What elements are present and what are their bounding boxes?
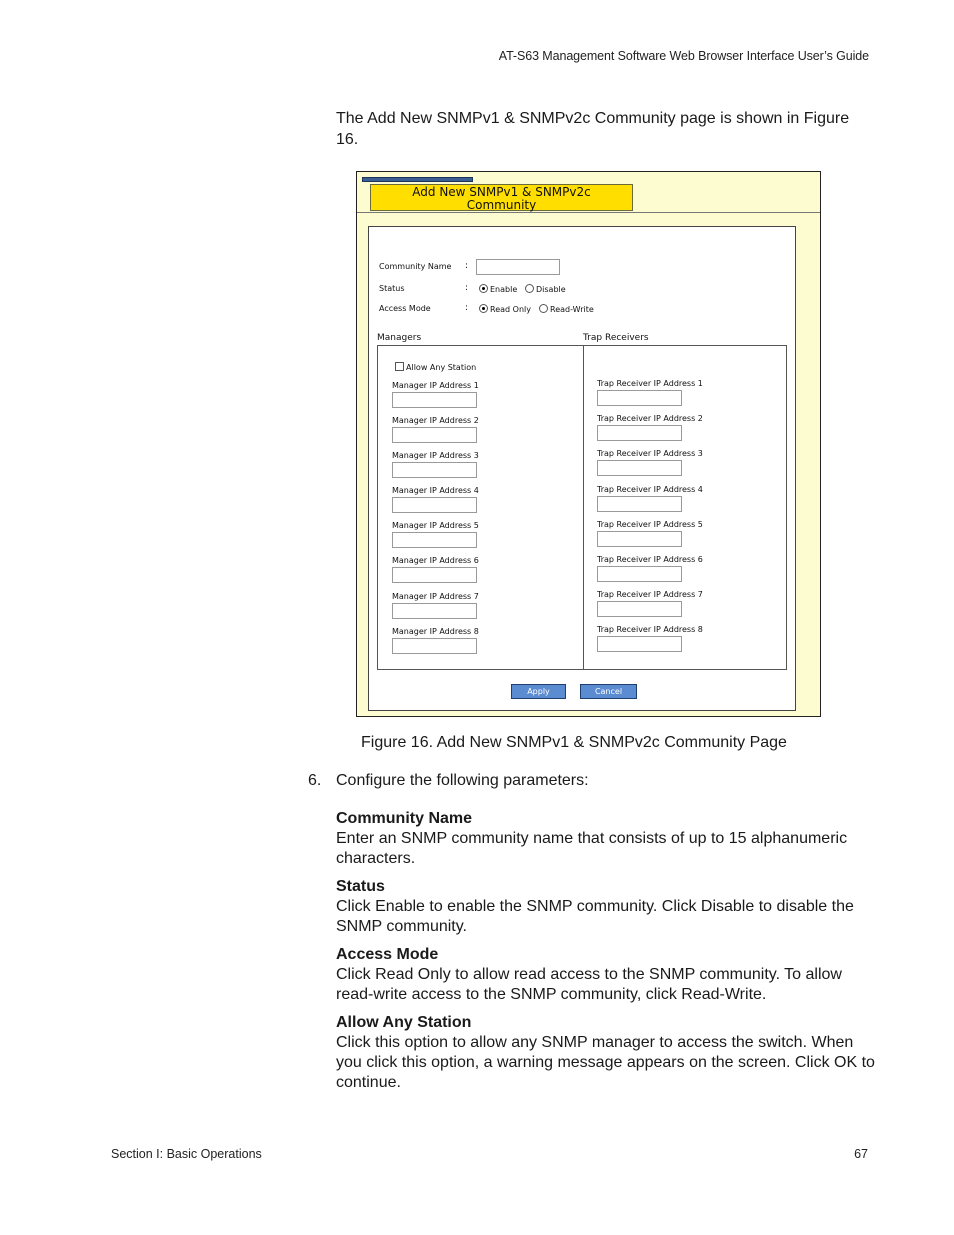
trap-receiver-ip-input[interactable] bbox=[597, 566, 682, 582]
colon: : bbox=[465, 283, 469, 293]
page-number: 67 bbox=[854, 1147, 868, 1161]
allow-any-station-checkbox[interactable] bbox=[395, 362, 404, 371]
community-name-label: Community Name bbox=[379, 262, 452, 271]
parameter-item bbox=[336, 809, 876, 869]
figure-caption: Figure 16. Add New SNMPv1 & SNMPv2c Community Page bbox=[361, 734, 787, 751]
title-divider bbox=[357, 212, 820, 213]
trap-receiver-ip-input[interactable] bbox=[597, 460, 682, 476]
form-panel bbox=[368, 226, 796, 711]
status-enable-radio[interactable] bbox=[479, 284, 488, 293]
trap-receiver-ip-label: Trap Receiver IP Address 4 bbox=[597, 485, 703, 494]
parameter-list bbox=[336, 809, 876, 1101]
access-read-write-label: Read-Write bbox=[550, 305, 594, 314]
trap-receiver-ip-input[interactable] bbox=[597, 601, 682, 617]
managers-heading: Managers bbox=[377, 333, 422, 343]
manager-ip-label: Manager IP Address 7 bbox=[392, 592, 479, 601]
step-text: Configure the following parameters: bbox=[336, 772, 589, 789]
manager-ip-input[interactable] bbox=[392, 603, 477, 619]
page-title-line1: Add New SNMPv1 & SNMPv2c bbox=[412, 185, 591, 199]
manager-ip-input[interactable] bbox=[392, 532, 477, 548]
colon: : bbox=[465, 261, 469, 271]
manager-ip-label: Manager IP Address 5 bbox=[392, 521, 479, 530]
manager-ip-label: Manager IP Address 4 bbox=[392, 486, 479, 495]
community-name-input[interactable] bbox=[476, 259, 560, 275]
access-mode-label: Access Mode bbox=[379, 304, 431, 313]
parameter-title: Community Name bbox=[336, 810, 473, 827]
manager-ip-input[interactable] bbox=[392, 462, 477, 478]
manager-ip-label: Manager IP Address 1 bbox=[392, 381, 479, 390]
parameter-description: Click this option to allow any SNMP manager to access the switch. When you click this option, a warning message appears on the screen. Click OK to continue. bbox=[336, 1034, 875, 1091]
allow-any-station-label: Allow Any Station bbox=[406, 363, 477, 372]
manager-ip-input[interactable] bbox=[392, 638, 477, 654]
running-header: AT-S63 Management Software Web Browser Interface User’s Guide bbox=[498, 49, 869, 63]
figure-screenshot bbox=[356, 171, 821, 717]
trap-receiver-ip-label: Trap Receiver IP Address 8 bbox=[597, 625, 703, 634]
trap-receiver-ip-input[interactable] bbox=[597, 425, 682, 441]
trap-receiver-ip-input[interactable] bbox=[597, 390, 682, 406]
parameter-description: Click Read Only to allow read access to the SNMP community. To allow read-write access to the SNMP community, click Read-Write. bbox=[336, 966, 842, 1003]
parameter-description: Enter an SNMP community name that consists of up to 15 alphanumeric characters. bbox=[336, 830, 848, 867]
trap-receiver-ip-input[interactable] bbox=[597, 636, 682, 652]
status-label: Status bbox=[379, 284, 405, 293]
manager-ip-input[interactable] bbox=[392, 427, 477, 443]
footer-section: Section I: Basic Operations bbox=[111, 1147, 262, 1161]
parameter-description: Click Enable to enable the SNMP community. Click Disable to disable the SNMP community. bbox=[336, 898, 854, 935]
status-disable-label: Disable bbox=[536, 285, 566, 294]
parameter-item bbox=[336, 877, 876, 937]
step-item bbox=[308, 772, 589, 790]
tab-strip bbox=[362, 177, 473, 182]
trap-receiver-ip-label: Trap Receiver IP Address 6 bbox=[597, 555, 703, 564]
access-read-write-radio[interactable] bbox=[539, 304, 548, 313]
apply-button[interactable]: Apply bbox=[511, 684, 566, 699]
manager-ip-input[interactable] bbox=[392, 392, 477, 408]
parameter-item bbox=[336, 945, 876, 1005]
manager-ip-label: Manager IP Address 2 bbox=[392, 416, 479, 425]
trap-receiver-ip-label: Trap Receiver IP Address 7 bbox=[597, 590, 703, 599]
access-read-only-radio[interactable] bbox=[479, 304, 488, 313]
trap-receiver-ip-input[interactable] bbox=[597, 496, 682, 512]
manager-ip-label: Manager IP Address 3 bbox=[392, 451, 479, 460]
parameter-title: Allow Any Station bbox=[336, 1014, 472, 1031]
column-divider bbox=[583, 346, 584, 669]
cancel-button[interactable]: Cancel bbox=[580, 684, 637, 699]
intro-paragraph: The Add New SNMPv1 & SNMPv2c Community page is shown in Figure 16. bbox=[336, 110, 850, 148]
trap-receiver-ip-label: Trap Receiver IP Address 3 bbox=[597, 449, 703, 458]
manager-ip-label: Manager IP Address 6 bbox=[392, 556, 479, 565]
trap-receiver-ip-label: Trap Receiver IP Address 2 bbox=[597, 414, 703, 423]
manager-ip-input[interactable] bbox=[392, 497, 477, 513]
parameter-title: Access Mode bbox=[336, 946, 439, 963]
managers-trap-box bbox=[377, 345, 787, 670]
parameter-title: Status bbox=[336, 878, 385, 895]
parameter-item bbox=[336, 1013, 876, 1093]
trap-receiver-ip-label: Trap Receiver IP Address 5 bbox=[597, 520, 703, 529]
step-number: 6. bbox=[308, 772, 322, 789]
manager-ip-label: Manager IP Address 8 bbox=[392, 627, 479, 636]
trap-receiver-ip-input[interactable] bbox=[597, 531, 682, 547]
page-title-banner bbox=[370, 184, 633, 211]
access-read-only-label: Read Only bbox=[490, 305, 531, 314]
trap-receivers-heading: Trap Receivers bbox=[583, 333, 649, 343]
status-disable-radio[interactable] bbox=[525, 284, 534, 293]
manager-ip-input[interactable] bbox=[392, 567, 477, 583]
page-title-line2: Community bbox=[466, 198, 537, 212]
status-enable-label: Enable bbox=[490, 285, 518, 294]
colon: : bbox=[465, 303, 469, 313]
trap-receiver-ip-label: Trap Receiver IP Address 1 bbox=[597, 379, 703, 388]
